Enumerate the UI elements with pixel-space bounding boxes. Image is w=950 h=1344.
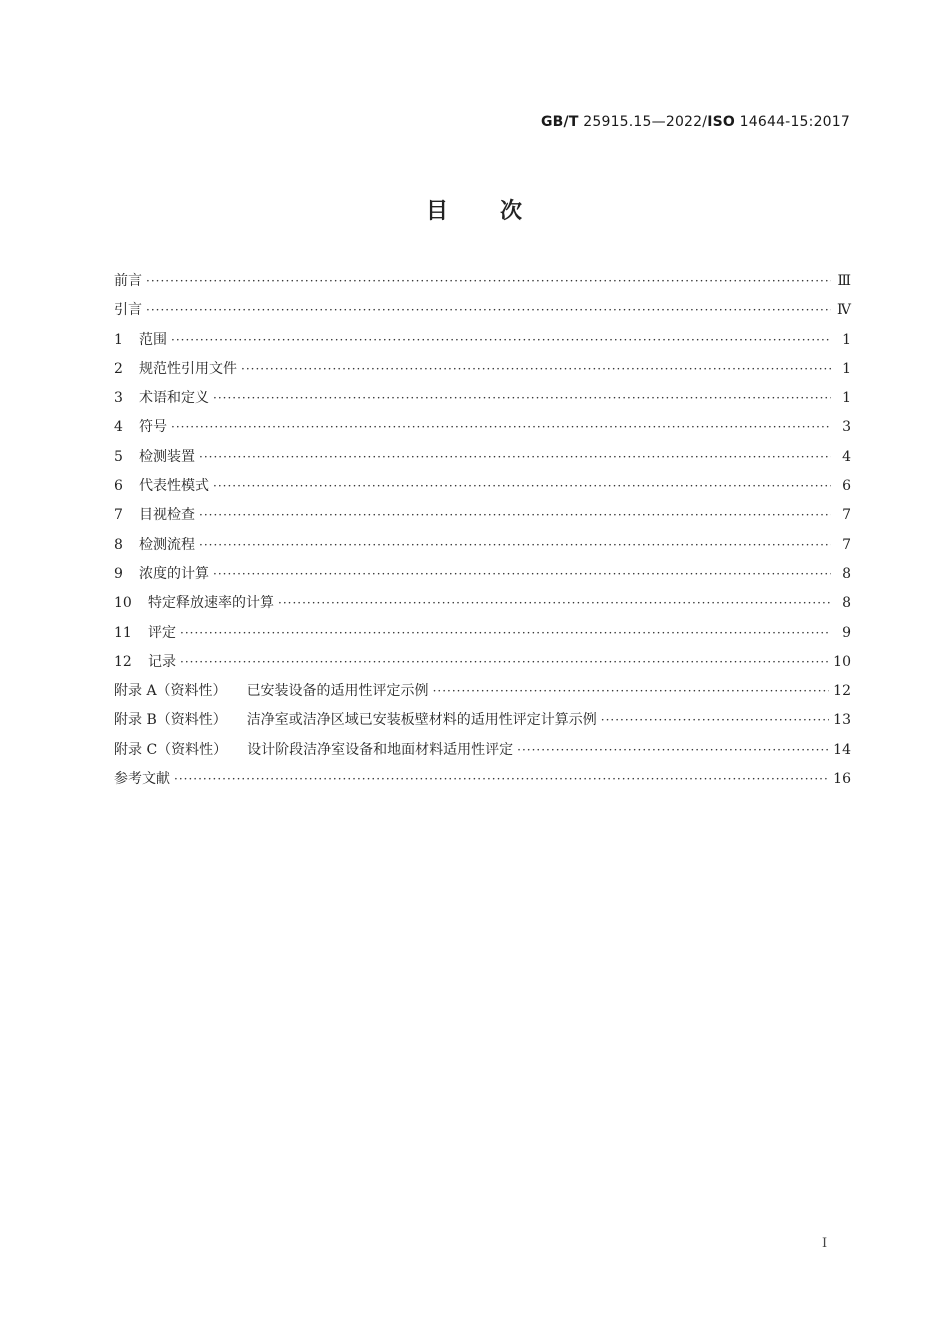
- toc-entry[interactable]: [114, 270, 851, 299]
- toc-entry-label: 符号: [139, 419, 167, 436]
- toc-entry-label: 评定: [148, 624, 176, 641]
- toc-entry[interactable]: [114, 329, 851, 358]
- toc-entry[interactable]: [114, 299, 851, 328]
- toc-entry-page: 1: [842, 390, 851, 407]
- toc-entry[interactable]: [114, 563, 851, 592]
- toc-leader-dots: [180, 626, 831, 640]
- iso-number: 14644-15:2017: [735, 114, 850, 130]
- toc-entry-page: 1: [842, 331, 851, 348]
- toc-entry-number: 3: [114, 390, 123, 407]
- toc-entry[interactable]: [114, 622, 851, 651]
- toc-entry-page: 8: [842, 595, 851, 612]
- toc-entry-page: 4: [842, 448, 851, 465]
- toc-entry-label: 记录: [148, 653, 176, 670]
- toc-entry-page: 6: [842, 478, 851, 495]
- toc-entry-page: 12: [833, 683, 851, 700]
- toc-entry-number: 11: [114, 624, 132, 641]
- page-title: [0, 194, 950, 225]
- toc-leader-dots: [213, 391, 831, 405]
- toc-leader-dots: [517, 743, 829, 757]
- toc-leader-dots: [199, 538, 831, 552]
- toc-entry-number: 8: [114, 536, 123, 553]
- toc-entry-label: 引言: [114, 302, 142, 319]
- toc-entry-label: 范围: [139, 331, 167, 348]
- toc-entry[interactable]: [114, 680, 851, 709]
- toc-entry-number: 4: [114, 419, 123, 436]
- toc-entry-page: 10: [833, 653, 851, 670]
- toc-entry-label: 代表性模式: [139, 478, 209, 495]
- toc-entry-page: 16: [833, 771, 851, 788]
- toc-leader-dots: [213, 567, 831, 581]
- toc-entry-number: 5: [114, 448, 123, 465]
- toc-entry[interactable]: [114, 504, 851, 533]
- toc-entry[interactable]: [114, 358, 851, 387]
- toc-leader-dots: [241, 362, 831, 376]
- toc-entry-page: 7: [842, 536, 851, 553]
- toc-entry[interactable]: [114, 387, 851, 416]
- toc-entry-number: 12: [114, 653, 132, 670]
- toc-entry-label: 洁净室或洁净区域已安装板壁材料的适用性评定计算示例: [246, 712, 597, 729]
- toc-entry-page: 7: [842, 507, 851, 524]
- toc-entry[interactable]: [114, 446, 851, 475]
- toc-entry-number: 10: [114, 595, 132, 612]
- toc-entry-page: 1: [842, 360, 851, 377]
- toc-leader-dots: [601, 713, 829, 727]
- toc-entry-label: 浓度的计算: [139, 565, 209, 582]
- toc-entry-page: Ⅳ: [837, 302, 851, 319]
- toc-entry-number: 7: [114, 507, 123, 524]
- toc-entry-page: 14: [833, 741, 851, 758]
- toc-entry[interactable]: [114, 534, 851, 563]
- toc-entry-number: 附录 B（资料性）: [114, 712, 227, 729]
- toc-entry-label: 规范性引用文件: [139, 360, 237, 377]
- toc-leader-dots: [171, 420, 831, 434]
- toc-entry[interactable]: [114, 768, 851, 797]
- title-char-2: 次: [500, 199, 525, 224]
- toc-leader-dots: [199, 450, 831, 464]
- toc-entry-label: 设计阶段洁净室设备和地面材料适用性评定: [247, 741, 514, 758]
- toc-entry-number: 6: [114, 478, 123, 495]
- toc-entry-number: 1: [114, 331, 123, 348]
- toc-entry-number: 附录 C（资料性）: [114, 741, 228, 758]
- toc-leader-dots: [213, 479, 831, 493]
- toc-leader-dots: [171, 333, 831, 347]
- toc-entry-number: 附录 A（资料性）: [114, 683, 227, 700]
- toc-leader-dots: [180, 655, 829, 669]
- standard-number: 25915.15—2022/: [578, 114, 708, 130]
- toc-entry-label: 已安装设备的适用性评定示例: [246, 683, 429, 700]
- toc-entry[interactable]: [114, 416, 851, 445]
- toc-entry[interactable]: [114, 651, 851, 680]
- iso-prefix: ISO: [707, 114, 735, 130]
- toc-entry-label: 检测流程: [139, 536, 195, 553]
- toc-leader-dots: [174, 772, 829, 786]
- toc-leader-dots: [199, 508, 831, 522]
- toc-entry[interactable]: [114, 475, 851, 504]
- toc-entry-label: 术语和定义: [139, 390, 209, 407]
- toc-entry-label: 特定释放速率的计算: [148, 595, 274, 612]
- toc-entry-label: 检测装置: [139, 448, 195, 465]
- page-number: I: [822, 1236, 828, 1251]
- toc-leader-dots: [146, 303, 831, 317]
- toc-leader-dots: [433, 684, 830, 698]
- toc-entry-page: 8: [842, 565, 851, 582]
- toc-entry-page: 3: [842, 419, 851, 436]
- toc-entry-page: Ⅲ: [837, 273, 851, 289]
- toc-entry-number: 2: [114, 360, 123, 377]
- toc-entry[interactable]: [114, 739, 851, 768]
- toc-entry-number: 9: [114, 565, 123, 582]
- toc-entry-page: 13: [833, 712, 851, 729]
- document-header: [541, 114, 850, 130]
- toc-entry-label: 前言: [114, 273, 142, 289]
- toc-leader-dots: [146, 274, 831, 288]
- toc-entry-label: 参考文献: [114, 771, 170, 788]
- toc-entry[interactable]: [114, 709, 851, 738]
- toc-entry-page: 9: [842, 624, 851, 641]
- standard-prefix: GB/T: [540, 114, 579, 130]
- toc-entry[interactable]: [114, 592, 851, 621]
- table-of-contents: [114, 270, 851, 797]
- title-char-1: 目: [425, 199, 450, 224]
- toc-leader-dots: [278, 596, 831, 610]
- toc-entry-label: 目视检查: [139, 507, 195, 524]
